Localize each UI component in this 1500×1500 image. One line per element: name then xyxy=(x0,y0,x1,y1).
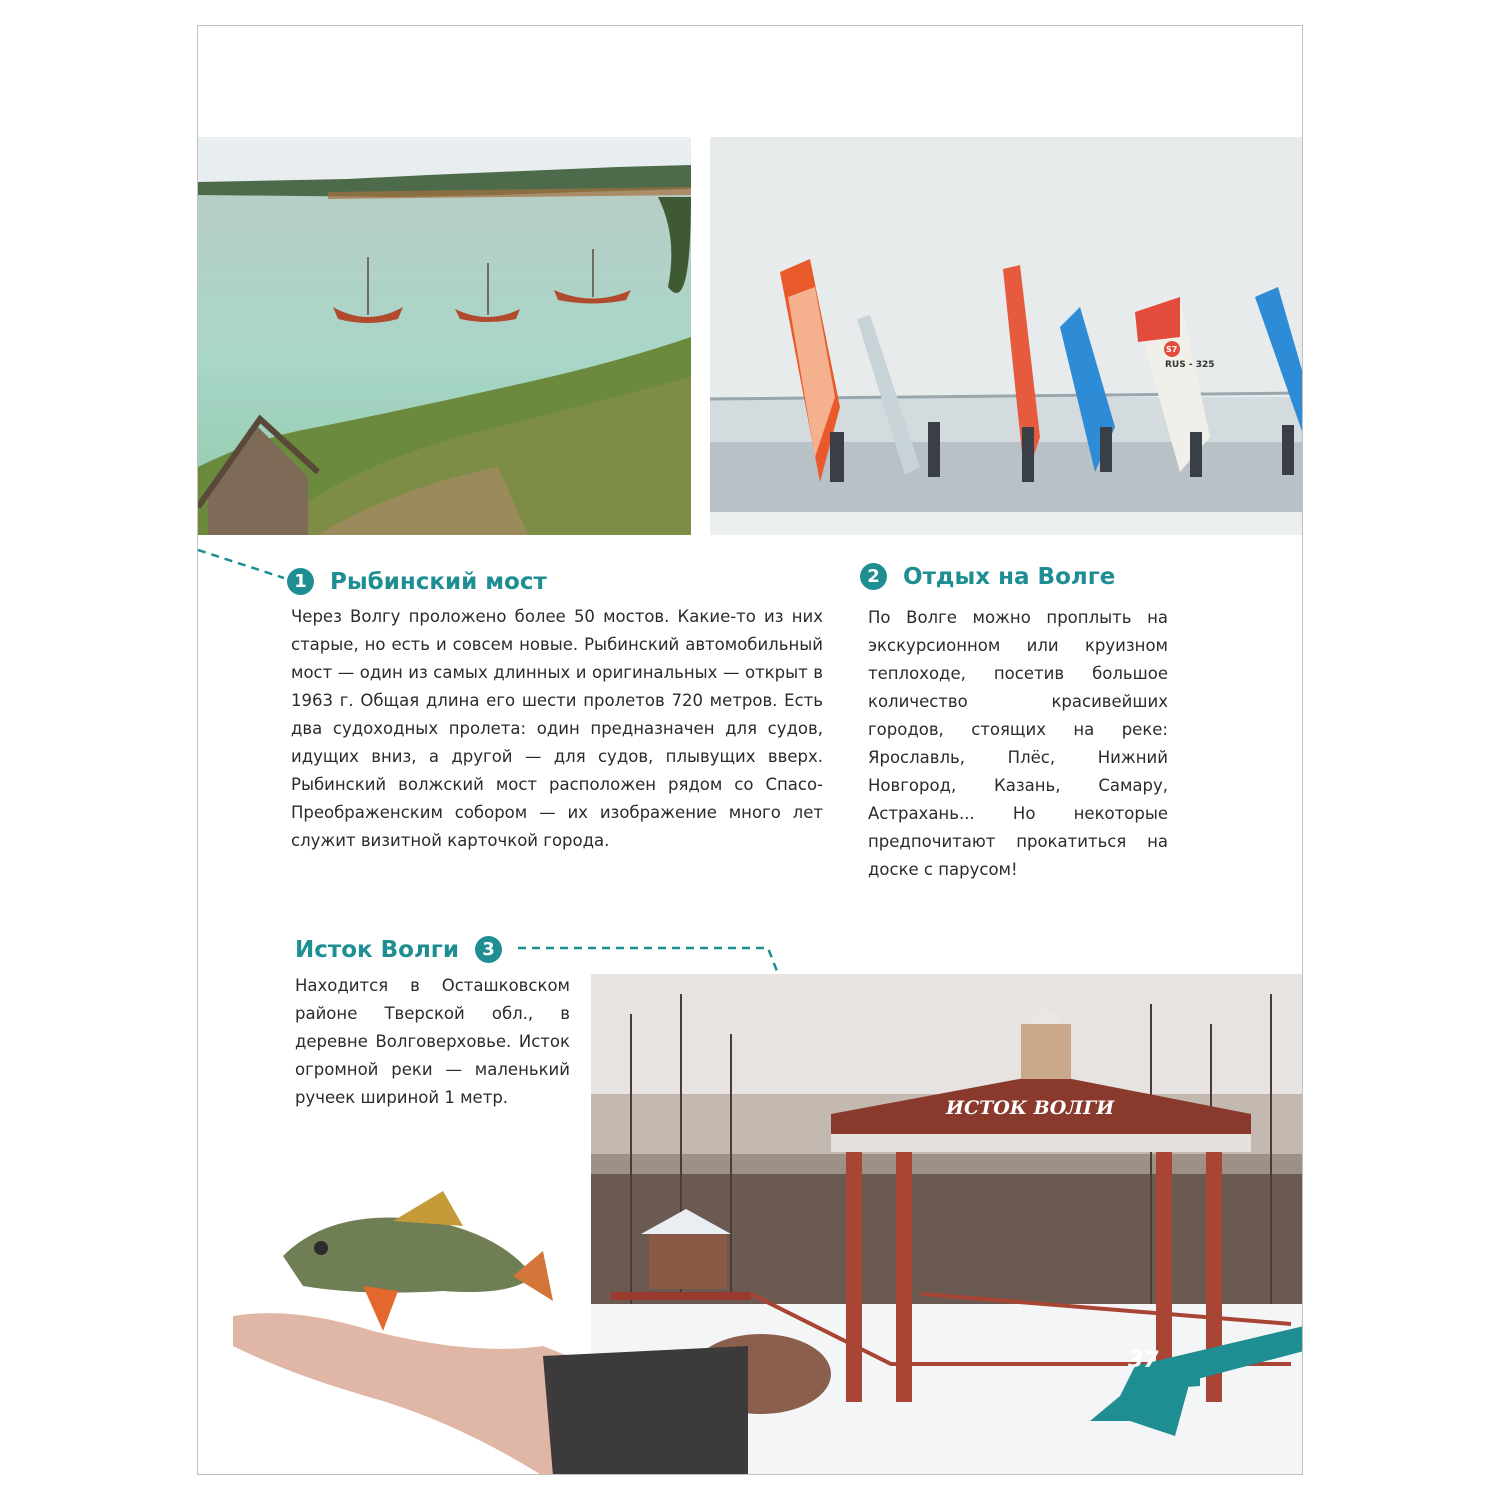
section-1-heading xyxy=(287,568,547,595)
windsurfers-photo xyxy=(710,137,1303,535)
section-2-paragraph: По Волге можно проплыть на экскурсионном или круизном теплоходе, посетив большое количество красивейших городов, стоящих на реке: Ярославль, Плёс, Нижний Новгород, Казань, Самару, Астрахань... Но некоторые предпочитают прокатиться на доске с парусом! xyxy=(868,608,1168,879)
lake-boats-photo xyxy=(198,137,691,535)
section-1-text xyxy=(291,603,823,855)
perch-on-hand-photo xyxy=(213,1166,748,1475)
section-3-title: Исток Волги xyxy=(295,937,459,963)
book-page xyxy=(197,25,1303,1475)
section-2-heading xyxy=(860,563,1115,590)
section-2-text xyxy=(868,604,1168,884)
section-3-paragraph: Находится в Осташковском районе Тверской обл., в деревне Волговерховье. Исток огромной реки — маленький ручеек шириной 1 метр. xyxy=(295,976,570,1107)
sail-logo-label: S7 xyxy=(1166,345,1178,354)
section-1-title: Рыбинский мост xyxy=(330,569,547,595)
page-number: 37 xyxy=(1128,1348,1159,1373)
section-3-heading xyxy=(295,936,502,963)
sail-number-label: RUS - 325 xyxy=(1165,360,1215,370)
section-2-number: 2 xyxy=(860,563,887,590)
section-1-paragraph: Через Волгу проложено более 50 мостов. Какие-то из них старые, но есть и совсем новые. Рыбинский автомобильный мост — один из самых длинных и оригинальных — открыт в 1963 г. Общая длина его шести пролетов 720 метров. Есть два судоходных пролета: один предназначен для судов, идущих вниз, а другой — для судов, плывущих вверх. Рыбинский волжский мост расположен рядом со Спасо-Преображенским собором — их изображение много лет служит визитной карточкой города. xyxy=(291,607,823,850)
gate-sign-text: ИСТОК ВОЛГИ xyxy=(946,1097,1115,1119)
section-3-text xyxy=(295,972,570,1112)
section-1-number: 1 xyxy=(287,568,314,595)
page-number-badge xyxy=(1090,1326,1303,1456)
section-3-number: 3 xyxy=(475,936,502,963)
section-2-title: Отдых на Волге xyxy=(903,564,1116,590)
connector-line-1 xyxy=(198,546,288,586)
